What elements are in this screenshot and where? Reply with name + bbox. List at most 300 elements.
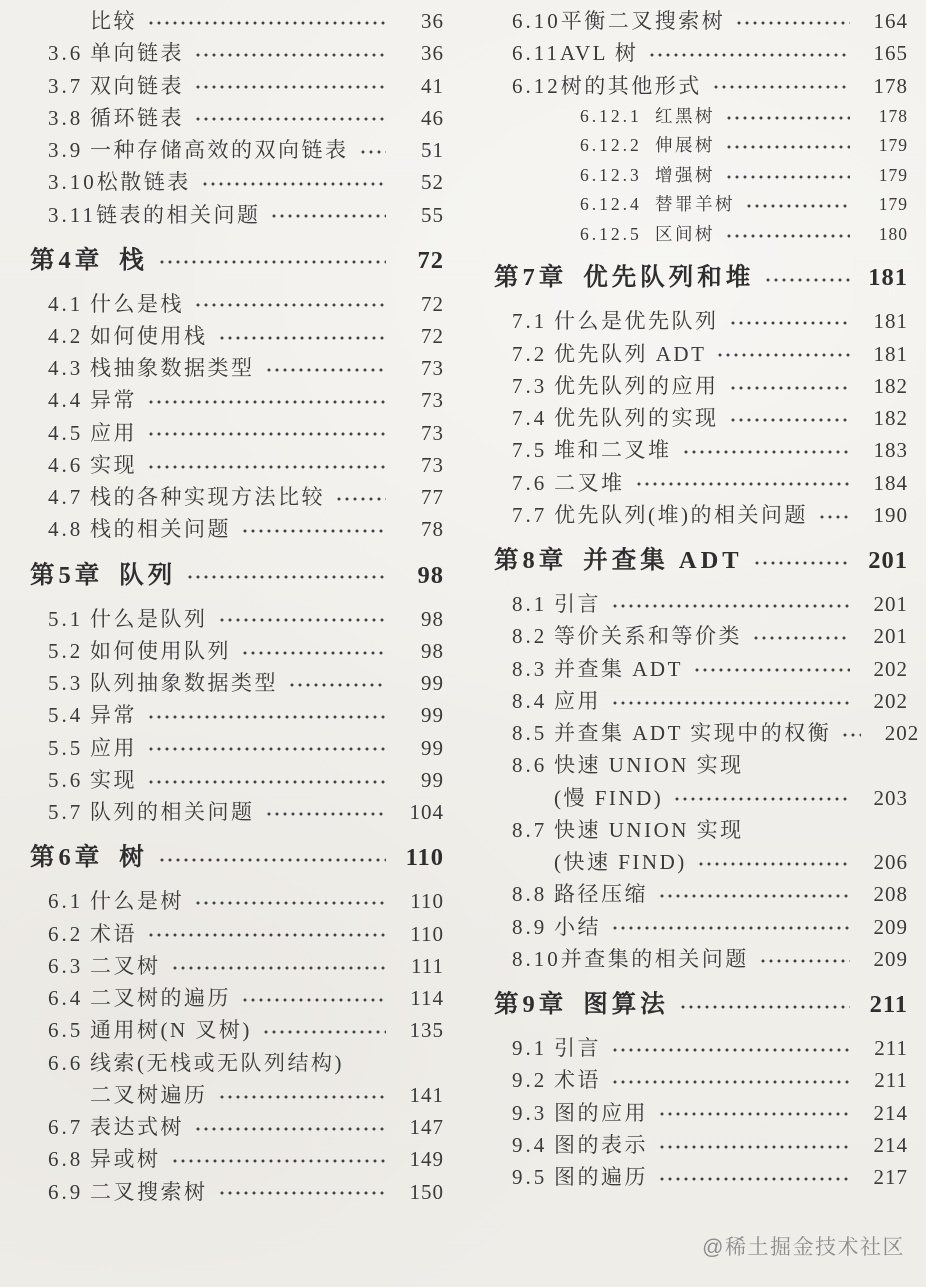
toc-subentry-row [494, 166, 908, 185]
toc-entry-number: 第9章 [494, 991, 568, 1019]
toc-entry-row [30, 640, 444, 662]
toc-entry-row [30, 704, 444, 726]
toc-entry-title: 什么是树 [90, 889, 184, 914]
toc-entry-number: 第4章 [30, 246, 104, 274]
toc-entry-title: 优先队列(堆)的相关问题 [554, 502, 808, 527]
dot-leader [262, 1025, 386, 1039]
toc-entry-number: 9.3 [512, 1100, 548, 1125]
toc-entry-page: 217 [873, 1165, 908, 1190]
dot-leader [752, 631, 850, 645]
dot-leader [147, 395, 386, 409]
dot-leader [725, 140, 850, 154]
toc-entry-row [494, 1069, 908, 1091]
toc-entry-page: 150 [409, 1179, 444, 1204]
dot-leader [147, 928, 386, 942]
dot-leader [735, 16, 850, 30]
dot-leader [611, 1043, 850, 1057]
toc-entry-number: 8.10 [512, 946, 561, 971]
toc-entry-number: 9.4 [512, 1132, 548, 1157]
dot-leader [716, 348, 850, 362]
toc-entry-number: 8.7 [512, 817, 548, 842]
toc-entry-number: 3.10 [48, 170, 97, 195]
toc-entry-page: 181 [873, 341, 908, 366]
toc-entry-title: 二叉堆 [554, 470, 625, 495]
dot-leader [147, 427, 386, 441]
toc-subentry-row [494, 225, 908, 244]
dot-leader [759, 954, 850, 968]
toc-entry-page: 111 [411, 953, 444, 978]
toc-entry-number: 3.6 [48, 41, 84, 66]
dot-leader [693, 663, 850, 677]
toc-entry-number: 9.2 [512, 1068, 548, 1093]
toc-entry-page: 178 [873, 73, 908, 98]
toc-entry-number: 6.12 [512, 73, 561, 98]
toc-entry-number: 5.7 [48, 800, 84, 825]
toc-entry-title: 图的应用 [554, 1100, 648, 1125]
toc-entry-number: 第6章 [30, 844, 104, 872]
toc-entry-title: 优先队列 ADT [554, 341, 707, 366]
toc-entry-page: 184 [873, 470, 908, 495]
toc-entry-title: 并查集 ADT [554, 656, 683, 681]
toc-entry-row [494, 472, 908, 494]
toc-entry-page: 73 [421, 388, 444, 413]
toc-entry-title: 松散链表 [96, 170, 191, 195]
toc-chapter-row [30, 248, 444, 274]
toc-entry-title: 栈 [119, 246, 148, 274]
toc-entry-page: 77 [421, 485, 444, 510]
toc-entry-row [30, 1181, 444, 1203]
toc-entry-row [30, 1052, 444, 1074]
toc-entry-page: 141 [409, 1082, 444, 1107]
dot-leader [194, 896, 386, 910]
dot-leader [194, 112, 386, 126]
toc-entry-number: 5.1 [48, 606, 84, 631]
dot-leader [218, 1186, 387, 1200]
toc-entry-page: 73 [421, 420, 444, 445]
toc-entry-title: 替罪羊树 [655, 194, 735, 215]
toc-entry-row [494, 504, 908, 526]
toc-entry-title: 异常 [90, 703, 137, 728]
toc-entry-number: 8.3 [512, 656, 548, 681]
toc-entry-page: 182 [873, 373, 908, 398]
dot-leader [218, 613, 387, 627]
dot-leader [611, 1075, 850, 1089]
dot-leader [186, 570, 386, 584]
toc-entry-page: 201 [873, 624, 908, 649]
toc-entry-title: 单向链表 [90, 41, 184, 66]
toc-entry-number: 6.5 [48, 1018, 84, 1043]
toc-entry-page: 211 [874, 1068, 908, 1093]
toc-entry-number: 第7章 [494, 264, 568, 292]
toc-entry-row [30, 1116, 444, 1138]
toc-entry-page: 201 [868, 547, 908, 575]
toc-entry-row [494, 658, 908, 680]
dot-leader [729, 381, 851, 395]
toc-entry-number: 5.4 [48, 703, 84, 728]
toc-entry-page: 110 [410, 889, 444, 914]
toc-entry-row [30, 737, 444, 759]
toc-entry-row [494, 1102, 908, 1124]
toc-entry-page: 183 [873, 438, 908, 463]
toc-entry-row [494, 883, 908, 905]
toc-entry-page: 98 [421, 638, 444, 663]
dot-leader [194, 1122, 386, 1136]
toc-entry-page: 98 [421, 606, 444, 631]
toc-entry-row [30, 357, 444, 379]
toc-entry-page: 72 [417, 246, 444, 274]
toc-entry-number: 4.3 [48, 356, 84, 381]
toc-entry-page: 147 [409, 1115, 444, 1140]
toc-entry-title: 术语 [90, 921, 137, 946]
dot-leader [729, 413, 851, 427]
toc-entry-row [494, 1134, 908, 1156]
toc-entry-page: 201 [873, 592, 908, 617]
toc-entry-page: 203 [873, 785, 908, 810]
toc-entry-row [494, 439, 908, 461]
dot-leader [158, 255, 386, 269]
dot-leader [158, 853, 386, 867]
toc-entry-page: 99 [421, 735, 444, 760]
dot-leader [682, 445, 851, 459]
toc-entry-number: 6.1 [48, 889, 84, 914]
toc-entry-page: 104 [409, 800, 444, 825]
toc-entry-number: 6.8 [48, 1147, 84, 1172]
toc-entry-page: 51 [421, 138, 444, 162]
toc-entry-title: 什么是优先队列 [554, 309, 719, 334]
toc-entry-title: 队列抽象数据类型 [90, 671, 278, 696]
toc-entry-title: 增强树 [655, 164, 715, 185]
dot-leader [745, 199, 850, 213]
toc-entry-title: 应用 [90, 735, 137, 760]
toc-entry-number: 7.4 [512, 406, 548, 431]
toc-entry-number: 3.7 [48, 73, 84, 98]
toc-entry-number: 5.3 [48, 671, 84, 696]
toc-entry-row [30, 422, 444, 444]
toc-entry-title: 双向链表 [90, 73, 184, 98]
toc-entry-title: 异常 [90, 388, 137, 413]
toc-entry-page: 99 [421, 671, 444, 696]
toc-entry-number: 4.1 [48, 291, 84, 316]
toc-entry-title: 通用树(N 叉树) [90, 1018, 252, 1043]
toc-subentry-row [494, 107, 908, 126]
toc-entry-row [30, 1019, 444, 1041]
toc-entry-row [494, 1037, 908, 1059]
toc-entry-title: 堆和二叉堆 [554, 438, 672, 463]
dot-leader [241, 993, 386, 1007]
toc-entry-title: 图的遍历 [554, 1165, 648, 1190]
toc-entry-row [30, 139, 444, 161]
toc-entry-page: 110 [405, 844, 444, 872]
toc-entry-page: 179 [878, 194, 908, 215]
dot-leader [171, 961, 387, 975]
toc-entry-number: 3.8 [48, 105, 84, 130]
toc-entry-title: (慢 FIND) [554, 785, 664, 810]
toc-entry-page: 98 [417, 561, 444, 589]
toc-entry-title: 等价关系和等价类 [554, 624, 742, 649]
toc-entry-number: 6.12.5 [580, 223, 642, 244]
toc-entry-page: 36 [421, 41, 444, 66]
dot-leader [241, 524, 386, 538]
toc-entry-page: 72 [421, 291, 444, 316]
toc-entry-number: 5.6 [48, 767, 84, 792]
toc-entry-title: 树的其他形式 [560, 73, 702, 98]
toc-entry-page: 211 [869, 991, 908, 1019]
toc-continuation-row [30, 1084, 444, 1106]
toc-entry-page: 209 [873, 914, 908, 939]
toc-entry-row [494, 593, 908, 615]
toc-continuation-row [494, 851, 908, 873]
toc-entry-number: 4.4 [48, 388, 84, 413]
toc-entry-title: 并查集的相关问题 [560, 946, 749, 971]
toc-chapter-row [30, 563, 444, 589]
toc-entry-row [30, 518, 444, 540]
dot-leader [818, 510, 850, 524]
toc-entry-title: (快速 FIND) [554, 850, 687, 875]
toc-entry-title: 优先队列的应用 [554, 373, 719, 398]
toc-entry-page: 181 [873, 309, 908, 334]
toc-entry-row [30, 325, 444, 347]
toc-entry-title: 如何使用队列 [90, 638, 231, 663]
toc-chapter-row [494, 992, 908, 1018]
dot-leader [218, 331, 387, 345]
dot-leader [725, 111, 850, 125]
toc-entry-title: 小结 [554, 914, 601, 939]
toc-entry-page: 206 [873, 850, 908, 875]
toc-entry-row [30, 42, 444, 64]
dot-leader [335, 492, 386, 506]
dot-leader [753, 556, 850, 570]
toc-entry-title: 引言 [554, 1036, 601, 1061]
toc-entry-row [30, 204, 444, 226]
dot-leader [658, 889, 850, 903]
toc-entry-row [30, 107, 444, 129]
toc-entry-row [30, 955, 444, 977]
toc-entry-number: 6.9 [48, 1179, 84, 1204]
toc-entry-row [494, 1166, 908, 1188]
dot-leader [697, 857, 850, 871]
toc-entry-page: 46 [421, 105, 444, 130]
toc-entry-number: 4.2 [48, 323, 84, 348]
dot-leader [611, 599, 850, 613]
toc-entry-title: 并查集 ADT [583, 547, 743, 575]
toc-entry-title: 链表的相关问题 [95, 202, 261, 227]
toc-entry-title: 线索(无栈或无队列结构) [90, 1050, 344, 1075]
toc-entry-number: 第5章 [30, 561, 104, 589]
toc-entry-number: 4.8 [48, 517, 84, 542]
toc-column-right [494, 9, 920, 1213]
dot-leader [673, 792, 850, 806]
toc-entry-title: 栈抽象数据类型 [90, 356, 255, 381]
toc-entry-number: 7.3 [512, 373, 548, 398]
toc-entry-title: 实现 [90, 452, 137, 477]
toc-chapter-row [30, 845, 444, 871]
toc-entry-row [30, 454, 444, 476]
toc-entry-title: 路径压缩 [554, 882, 648, 907]
toc-entry-row [494, 948, 908, 970]
toc-entry-title: 红黑树 [655, 105, 715, 126]
toc-entry-page: 99 [421, 703, 444, 728]
toc-entry-page: 78 [421, 517, 444, 542]
toc-entry-row [494, 75, 908, 97]
toc-entry-number: 6.12.4 [580, 194, 642, 215]
toc-entry-page: 36 [421, 9, 444, 33]
toc-entry-page: 202 [884, 721, 920, 746]
dot-leader [764, 273, 850, 287]
toc-entry-number: 7.7 [512, 502, 548, 527]
toc-entry-title: 快速 UNION 实现 [554, 753, 744, 778]
toc-entry-number: 6.11 [512, 41, 560, 66]
toc-entry-row [30, 389, 444, 411]
dot-leader [270, 209, 386, 223]
dot-leader [725, 229, 850, 243]
toc-entry-number: 7.5 [512, 438, 548, 463]
toc-entry-number: 4.6 [48, 452, 84, 477]
toc-entry-title: 如何使用栈 [90, 323, 208, 348]
toc-entry-number: 8.6 [512, 753, 548, 778]
dot-leader [679, 1000, 850, 1014]
dot-leader [729, 316, 851, 330]
dot-leader [635, 477, 851, 491]
toc-entry-title: AVL 树 [559, 41, 639, 66]
toc-entry-number: 8.2 [512, 624, 548, 649]
toc-entry-row [494, 343, 908, 365]
toc-entry-page: 181 [868, 264, 908, 292]
toc-entry-number: 3.11 [48, 202, 96, 227]
toc-entry-number: 6.2 [48, 921, 84, 946]
toc-entry-page: 114 [410, 986, 444, 1011]
toc-entry-title: 实现 [90, 767, 137, 792]
toc-entry-title: 队列的相关问题 [90, 800, 255, 825]
toc-entry-number: 6.6 [48, 1050, 84, 1075]
toc-entry-number: 9.1 [512, 1036, 548, 1061]
dot-leader [201, 177, 386, 191]
toc-entry-number: 8.4 [512, 688, 548, 713]
toc-entry-page: 55 [421, 202, 444, 227]
toc-entry-row [494, 690, 908, 712]
toc-entry-number: 6.10 [512, 9, 561, 33]
toc-chapter-row [494, 265, 908, 291]
toc-entry-row [30, 769, 444, 791]
toc-entry-number: 6.7 [48, 1115, 84, 1140]
toc-entry-number: 3.9 [48, 138, 84, 162]
dot-leader [194, 80, 386, 94]
toc-entry-title: 引言 [554, 592, 601, 617]
dot-leader [611, 921, 850, 935]
toc-entry-row [494, 10, 908, 32]
dot-leader [725, 170, 850, 184]
toc-entry-row [30, 75, 444, 97]
toc-entry-page: 99 [421, 767, 444, 792]
toc-entry-row [494, 625, 908, 647]
toc-entry-page: 182 [873, 406, 908, 431]
toc-entry-row [30, 486, 444, 508]
toc-entry-row [494, 407, 908, 429]
toc-entry-row [30, 608, 444, 630]
toc-chapter-row [494, 548, 908, 574]
toc-entry-title: 术语 [554, 1068, 601, 1093]
toc-entry-number: 5.5 [48, 735, 84, 760]
toc-entry-row [30, 672, 444, 694]
toc-entry-number: 6.12.2 [580, 135, 642, 156]
toc-entry-page: 73 [421, 452, 444, 477]
toc-entry-page: 135 [409, 1018, 444, 1043]
toc-entry-page: 41 [421, 73, 444, 98]
dot-leader [658, 1140, 850, 1154]
dot-leader [712, 80, 850, 94]
dot-leader [171, 1154, 387, 1168]
toc-entry-page: 165 [873, 41, 908, 66]
toc-entry-row [30, 801, 444, 823]
toc-entry-page: 214 [873, 1132, 908, 1157]
toc-subentry-row [494, 136, 908, 155]
toc-entry-title: 快速 UNION 实现 [554, 817, 744, 842]
dot-leader [241, 646, 386, 660]
toc-entry-row [30, 1148, 444, 1170]
toc-entry-row [30, 923, 444, 945]
toc-entry-title: 伸展树 [655, 135, 715, 156]
toc-entry-row [494, 916, 908, 938]
toc-entry-title: 队列 [119, 561, 177, 589]
dot-leader [288, 678, 386, 692]
dot-leader [265, 807, 387, 821]
toc-entry-title: 二叉树 [90, 953, 161, 978]
toc-entry-page: 211 [874, 1036, 908, 1061]
dot-leader [147, 460, 386, 474]
toc-entry-title: 树 [119, 844, 148, 872]
toc-entry-row [30, 890, 444, 912]
toc-entry-page: 202 [873, 688, 908, 713]
toc-column-left [30, 10, 444, 1213]
toc-entry-row [494, 42, 908, 64]
toc-entry-number: 8.9 [512, 914, 548, 939]
toc-entry-number: 5.2 [48, 638, 84, 663]
toc-entry-title: 循环链表 [90, 105, 184, 130]
toc-entry-row [30, 171, 444, 193]
toc-entry-row [494, 819, 908, 841]
toc-entry-page: 202 [873, 656, 908, 681]
toc-entry-page: 73 [421, 356, 444, 381]
toc-entry-row [494, 721, 920, 746]
toc-entry-page: 209 [873, 946, 908, 971]
dot-leader [611, 696, 850, 710]
toc-entry-number: 4.5 [48, 420, 84, 445]
watermark-text: @稀土掘金技术社区 [702, 1236, 905, 1259]
toc-entry-page: 214 [873, 1100, 908, 1125]
toc-entry-title: 二叉树遍历 [90, 1082, 208, 1107]
dot-leader [658, 1172, 850, 1186]
toc-entry-number: 8.1 [512, 592, 548, 617]
toc-subentry-row [494, 195, 908, 214]
toc-entry-page: 208 [873, 882, 908, 907]
toc-entry-title: 什么是队列 [90, 606, 208, 631]
dot-leader [194, 48, 386, 62]
toc-entry-title: 区间树 [655, 223, 715, 244]
dot-leader [841, 728, 861, 742]
toc-entry-page: 149 [409, 1147, 444, 1172]
toc-entry-number: 6.3 [48, 953, 84, 978]
dot-leader [648, 48, 850, 62]
toc-entry-row [494, 310, 908, 332]
toc-entry-page: 72 [421, 323, 444, 348]
toc-entry-number: 9.5 [512, 1165, 548, 1190]
toc-entry-row [494, 375, 908, 397]
toc-entry-number: 8.5 [512, 721, 548, 746]
toc-entry-page: 178 [878, 105, 908, 126]
toc-entry-row [30, 293, 444, 315]
toc-entry-number: 7.1 [512, 309, 548, 334]
toc-entry-title: 优先队列的实现 [554, 406, 719, 431]
dot-leader [147, 775, 386, 789]
